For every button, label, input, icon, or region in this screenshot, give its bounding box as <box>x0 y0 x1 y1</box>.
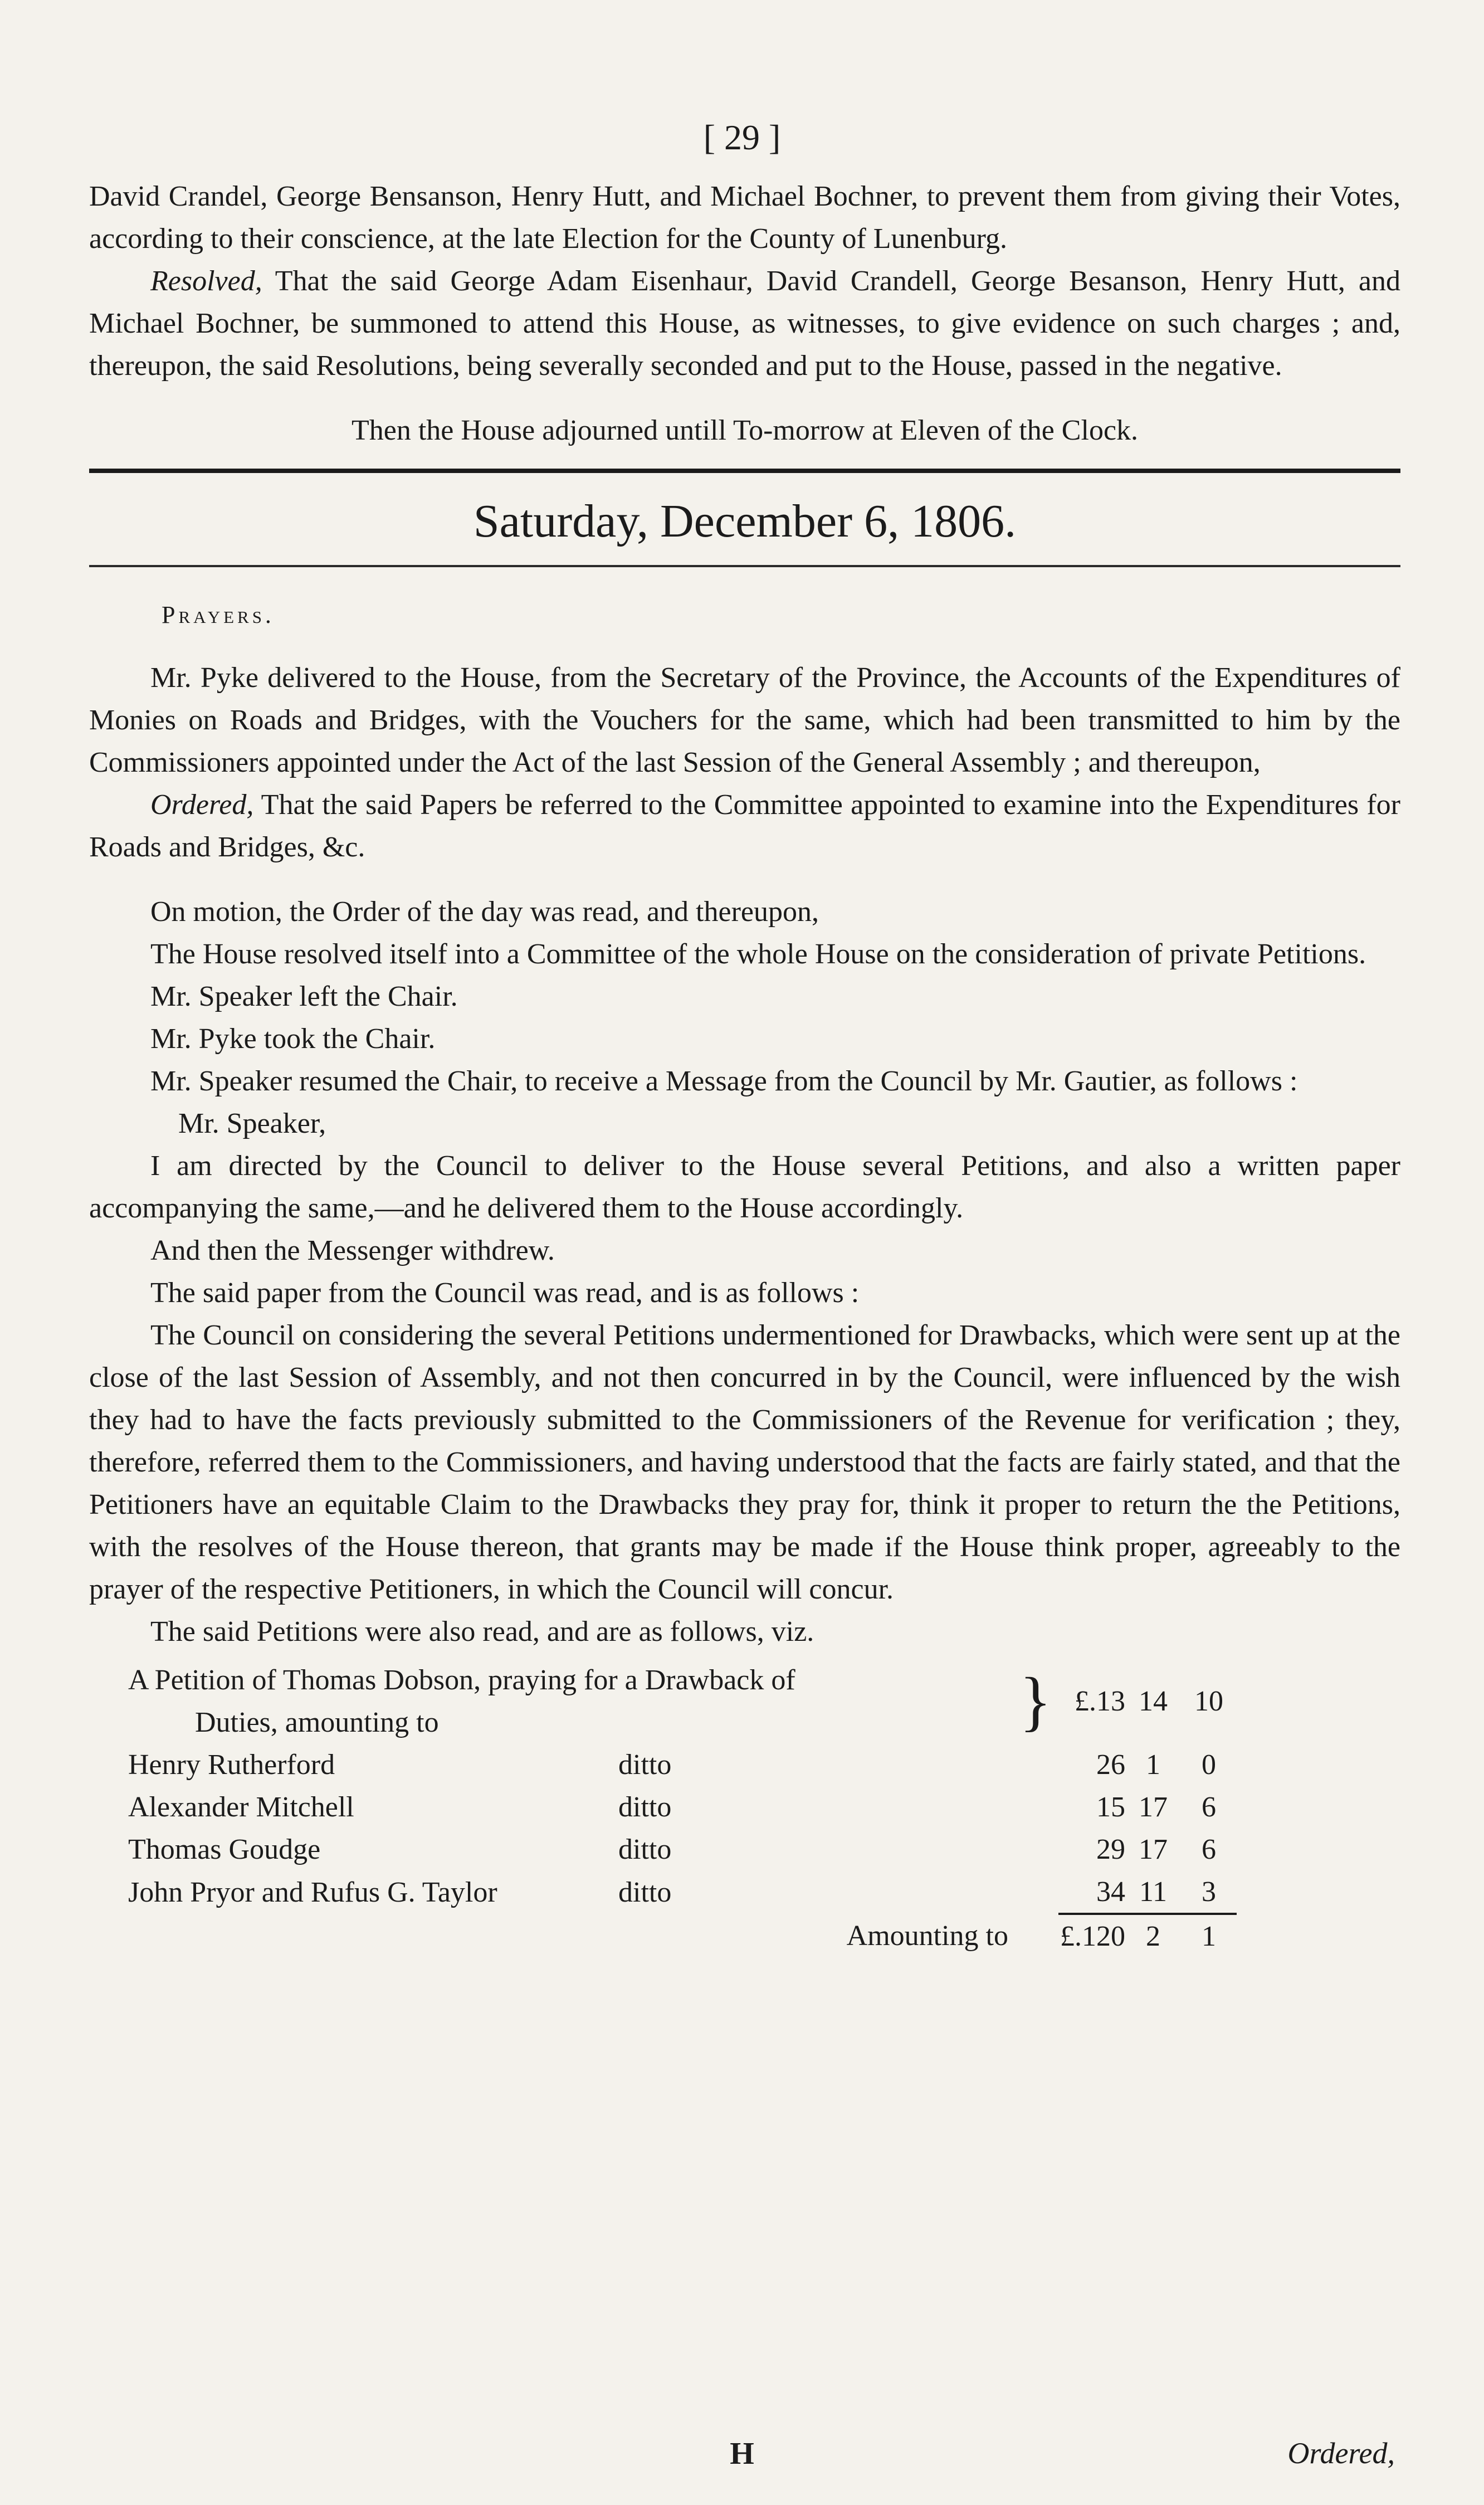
ordered-text: That the said Papers be referred to the Committee appointed to examine into the Expenditures for Roads and Bridges, &c. <box>89 789 1400 863</box>
ditto-mark: ditto <box>618 1876 672 1908</box>
ordered-label: Ordered, <box>150 789 254 821</box>
amount-shillings: 17 <box>1139 1833 1168 1865</box>
petition-row <box>128 1828 1237 1870</box>
amount-pounds: 15 <box>1096 1791 1125 1823</box>
page-number: [ 29 ] <box>703 118 781 157</box>
petitioner-name: Henry Rutherford <box>128 1748 335 1781</box>
amount-pence: 0 <box>1202 1748 1216 1781</box>
catchword: Ordered, <box>1287 2436 1395 2470</box>
ordered-paragraph <box>89 784 1400 869</box>
petition-row <box>128 1743 1237 1786</box>
bottom-rule <box>89 565 1400 567</box>
amount-shillings: 17 <box>1139 1791 1168 1823</box>
amount-shillings: 11 <box>1139 1875 1168 1908</box>
petition-first-line2: Duties, amounting to <box>195 1706 439 1738</box>
motion-paragraph: On motion, the Order of the day was read, and thereupon, <box>150 896 819 928</box>
amount-pence: 6 <box>1202 1791 1216 1823</box>
adjourned-line: Then the House adjourned untill To-morrow at Eleven of the Clock. <box>351 415 1139 446</box>
petitioner-name: John Pryor and Rufus G. Taylor <box>128 1876 497 1908</box>
date-heading: Saturday, December 6, 1806. <box>473 495 1017 547</box>
prayers-heading: Prayers. <box>162 601 275 628</box>
speaker-resumed-paragraph: Mr. Speaker resumed the Chair, to receive a Message from the Council by Mr. Gautier, as follows : <box>150 1065 1298 1097</box>
address-line: Mr. Speaker, <box>178 1108 326 1139</box>
total-label: Amounting to <box>846 1919 1008 1952</box>
pyke-chair-line: Mr. Pyke took the Chair. <box>150 1023 436 1055</box>
amount-pence: 3 <box>1202 1875 1216 1908</box>
resolved-paragraph <box>89 260 1400 387</box>
petition-row <box>128 1786 1237 1828</box>
amount-pence: 10 <box>1194 1685 1223 1717</box>
ditto-mark: ditto <box>618 1748 672 1781</box>
petition-first-line1: A Petition of Thomas Dobson, praying for a Drawback of <box>128 1664 795 1696</box>
total-row <box>128 1914 1237 1957</box>
amount-pounds: 34 <box>1096 1875 1125 1908</box>
amount-pence: 6 <box>1202 1833 1216 1865</box>
withdrew-line: And then the Messenger withdrew. <box>150 1235 555 1266</box>
resolved-text: That the said George Adam Eisenhaur, David Crandell, George Besanson, Henry Hutt, and Michael Bochner, be summoned to attend this House, as witnesses, to give evidence on such charges ; and, thereupon, the said Resolutions, being severally seconded and put to the House, passed in the negative. <box>89 265 1400 382</box>
amount-pounds: £.13 <box>1075 1685 1125 1717</box>
total-pounds: £.120 <box>1058 1914 1125 1957</box>
committee-paragraph: The House resolved itself into a Committee of the whole House on the consideration of private Petitions. <box>150 938 1366 970</box>
continued-paragraph: David Crandel, George Bensanson, Henry Hutt, and Michael Bochner, to prevent them from giving their Votes, according to their conscience, at the late Election for the County of Lunenburg. <box>89 181 1400 255</box>
resolved-label: Resolved, <box>150 265 262 297</box>
council-paragraph: The Council on considering the several Petitions undermentioned for Drawbacks, which were sent up at the close of the last Session of Assembly, and not then concurred in by the Council, were influenced by the wish they had to have the facts previously submitted to the Commissioners of the Revenue for verification ; they, therefore, referred them to the Commissioners, and having understood that the facts are fairly stated, and that the Petitioners have an equitable Claim to the Drawbacks they pray for, think it proper to return the the Petitions, with the resolves of the House thereon, that grants may be made if the House think proper, agreeably to the prayer of the respective Petitioners, in which the Council will concur. <box>89 1319 1400 1605</box>
speaker-left-line: Mr. Speaker left the Chair. <box>150 981 458 1012</box>
ditto-mark: ditto <box>618 1833 672 1865</box>
paper-read-line: The said paper from the Council was read, and is as follows : <box>150 1277 860 1309</box>
directed-paragraph: I am directed by the Council to deliver to the House several Petitions, and also a written paper accompanying the same,—and he delivered them to the House accordingly. <box>89 1150 1400 1224</box>
petitioner-name: Alexander Mitchell <box>128 1791 354 1823</box>
top-rule <box>89 469 1400 473</box>
total-shillings: 2 <box>1125 1914 1181 1957</box>
petition-row <box>128 1870 1237 1914</box>
ditto-mark: ditto <box>618 1791 672 1823</box>
total-pence: 1 <box>1181 1914 1237 1957</box>
petition-row-first <box>128 1659 1237 1701</box>
amount-shillings: 14 <box>1139 1685 1168 1717</box>
petitions-read-line: The said Petitions were also read, and are as follows, viz. <box>150 1616 814 1648</box>
amount-shillings: 1 <box>1146 1748 1160 1781</box>
amount-pounds: 29 <box>1096 1833 1125 1865</box>
brace-glyph: } <box>1019 1664 1052 1738</box>
amount-pounds: 26 <box>1096 1748 1125 1781</box>
petitions-table <box>128 1659 1237 1957</box>
signature-mark: H <box>730 2436 754 2471</box>
petitioner-name: Thomas Goudge <box>128 1833 321 1865</box>
accounts-paragraph: Mr. Pyke delivered to the House, from the Secretary of the Province, the Accounts of the Expenditures of Monies on Roads and Bridges, with the Vouchers for the same, which had been transmitted to him by the Commissioners appointed under the Act of the last Session of the General Assembly ; and thereupon, <box>89 662 1400 778</box>
